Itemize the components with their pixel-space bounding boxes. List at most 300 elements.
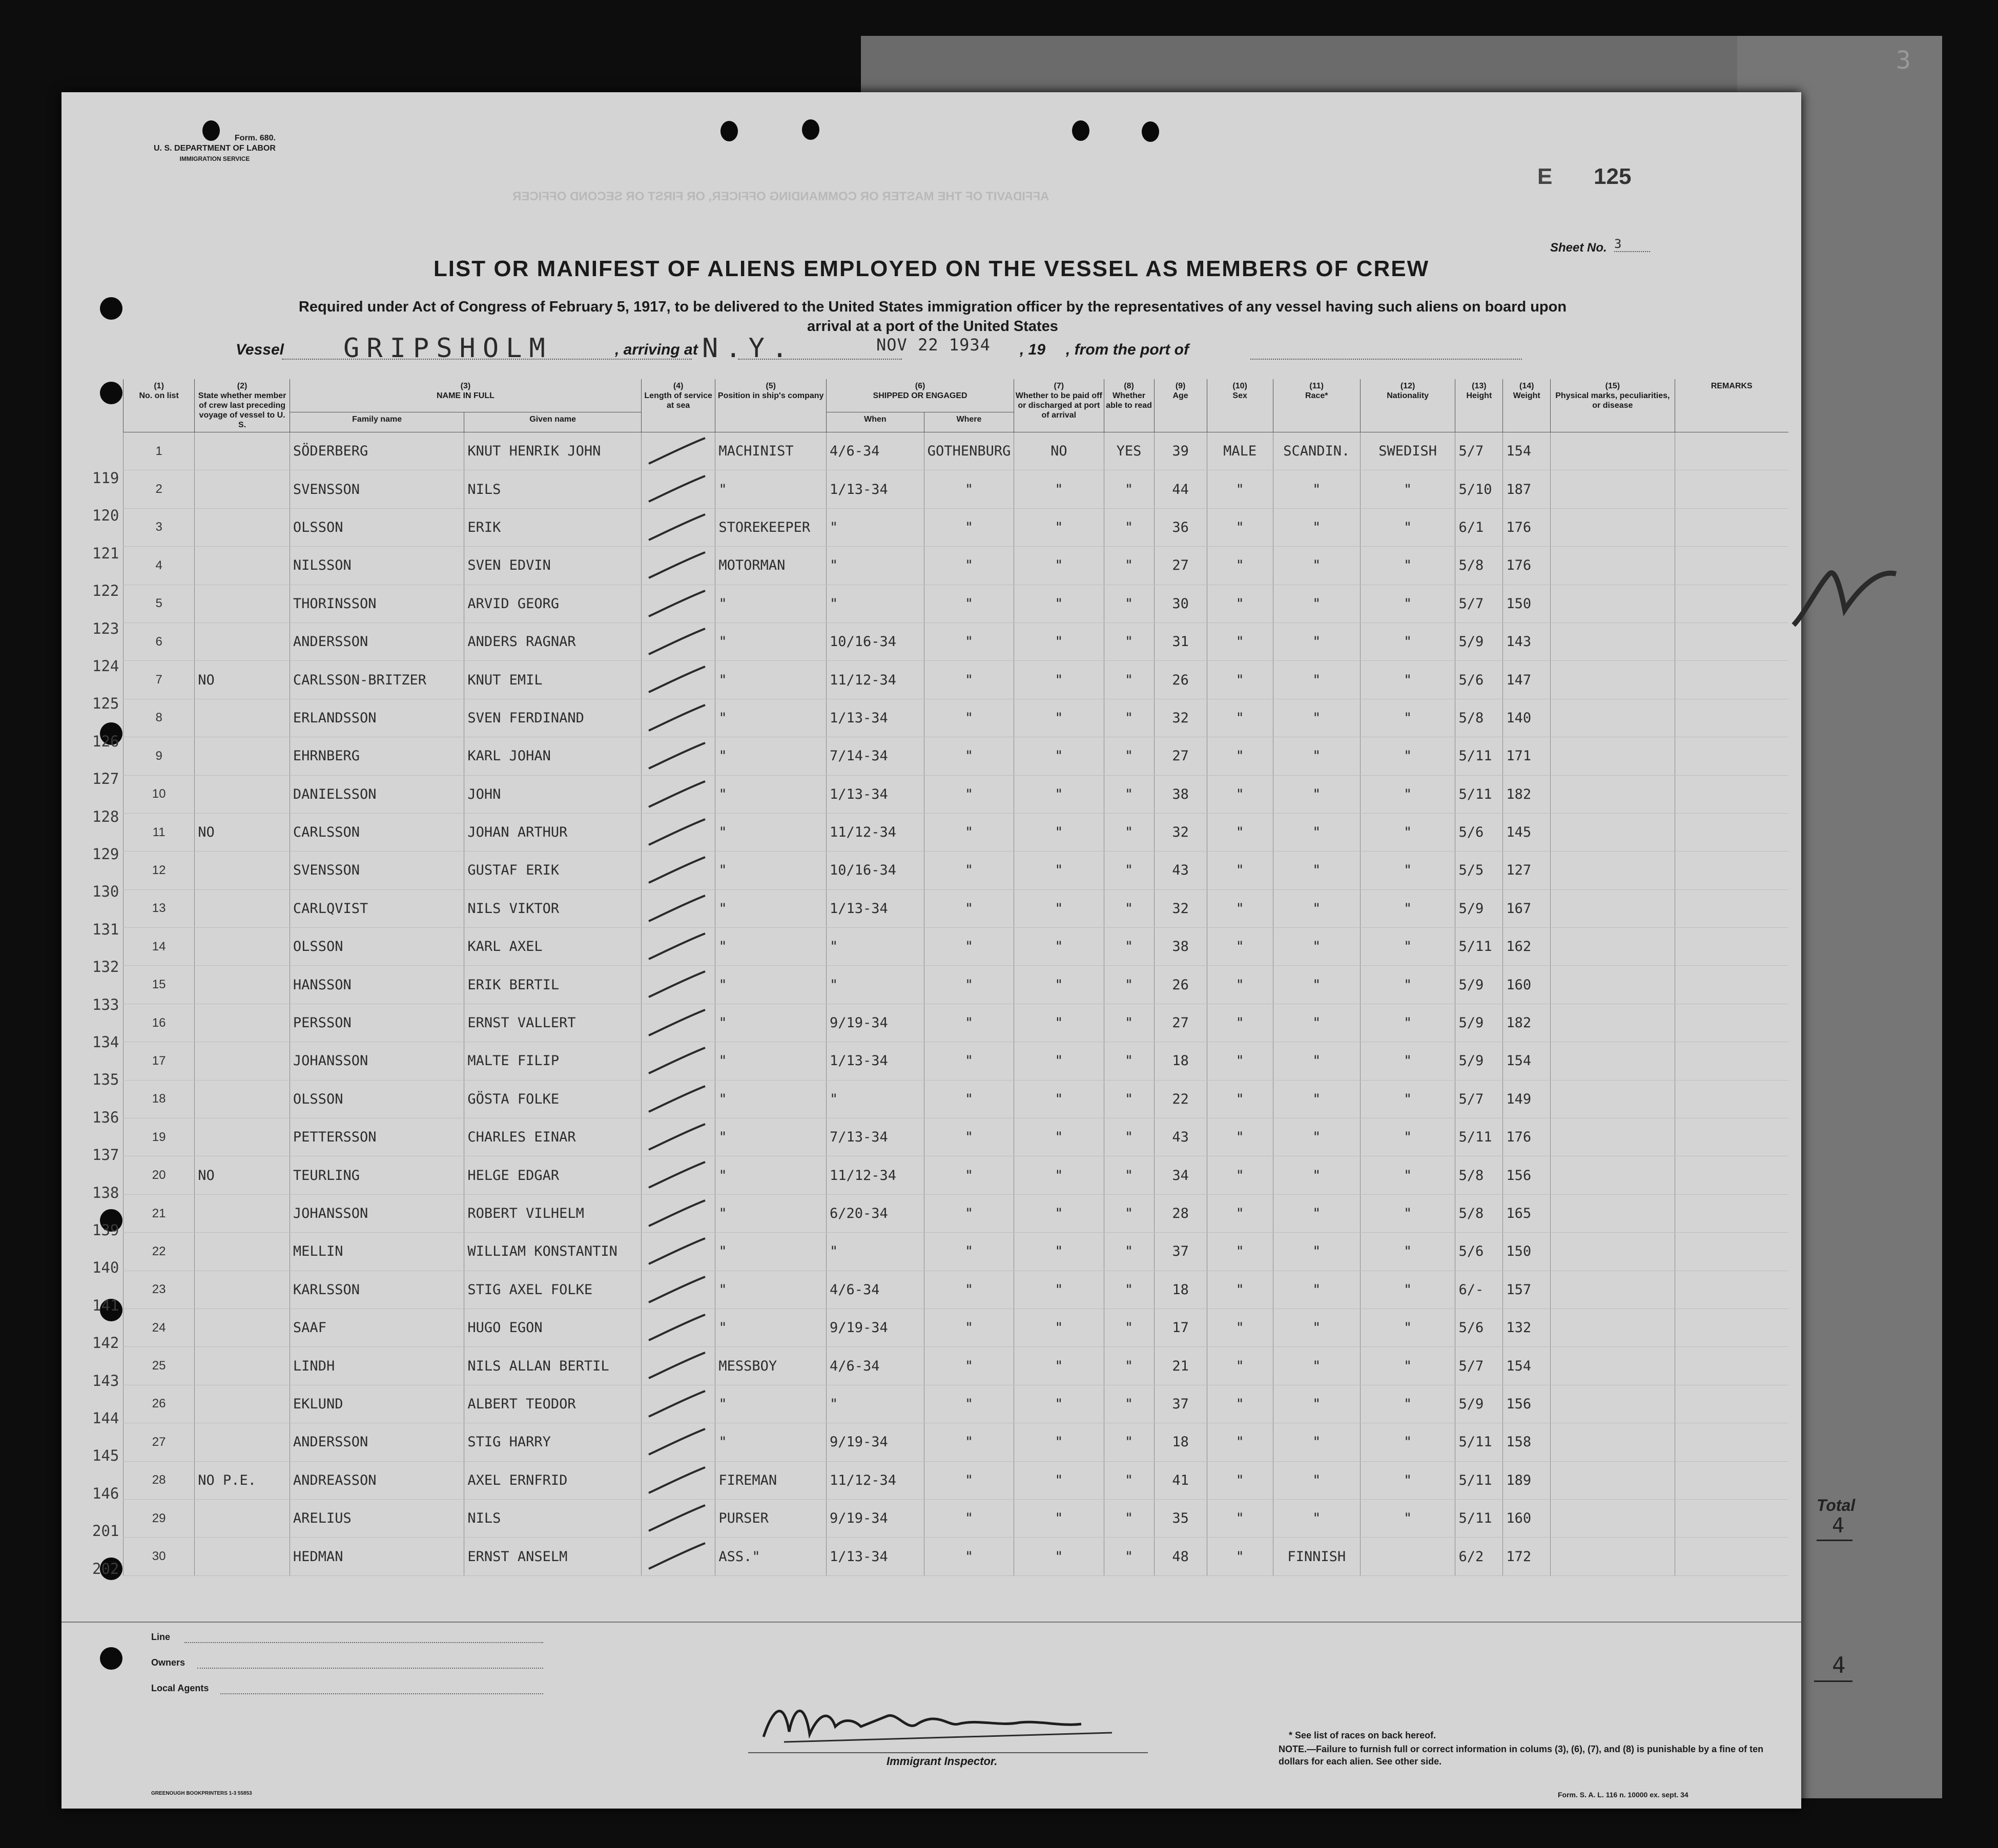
position: " bbox=[715, 813, 827, 851]
length-of-service-mark bbox=[641, 1347, 715, 1385]
family-name: CARLSSON-BRITZER bbox=[290, 661, 464, 699]
able-to-read: " bbox=[1104, 1538, 1154, 1575]
table-row bbox=[123, 1156, 1789, 1194]
age: 28 bbox=[1154, 1194, 1207, 1232]
remarks bbox=[1675, 966, 1788, 1004]
able-to-read: " bbox=[1104, 737, 1154, 775]
position: " bbox=[715, 928, 827, 966]
given-name: KARL JOHAN bbox=[464, 737, 642, 775]
row-code: 142 bbox=[92, 1334, 119, 1352]
remarks bbox=[1675, 1194, 1788, 1232]
no-on-list: 2 bbox=[123, 470, 195, 508]
position: " bbox=[715, 852, 827, 889]
no-on-list: 20 bbox=[123, 1156, 195, 1194]
given-name: KARL AXEL bbox=[464, 928, 642, 966]
nationality: " bbox=[1360, 1423, 1455, 1461]
able-to-read: " bbox=[1104, 508, 1154, 546]
length-of-service-mark bbox=[641, 889, 715, 927]
sex: " bbox=[1207, 737, 1273, 775]
length-of-service-mark bbox=[641, 1080, 715, 1118]
nationality: " bbox=[1360, 1156, 1455, 1194]
col-paid-off: (7) Whether to be paid off or discharged at port of arrival bbox=[1014, 379, 1104, 432]
remarks bbox=[1675, 547, 1788, 585]
shipped-where: GOTHENBURG bbox=[924, 432, 1014, 470]
position: " bbox=[715, 966, 827, 1004]
race: " bbox=[1273, 661, 1360, 699]
family-name: TEURLING bbox=[290, 1156, 464, 1194]
shipped-when: 9/19-34 bbox=[826, 1499, 924, 1537]
remarks bbox=[1675, 1042, 1788, 1080]
vessel-name: GRIPSHOLM bbox=[343, 333, 552, 364]
shipped-when: 4/6-34 bbox=[826, 1347, 924, 1385]
shipped-where: " bbox=[924, 1538, 1014, 1575]
age: 37 bbox=[1154, 1233, 1207, 1271]
paid-off: " bbox=[1014, 699, 1104, 737]
no-on-list: 22 bbox=[123, 1233, 195, 1271]
race: " bbox=[1273, 1004, 1360, 1042]
able-to-read: " bbox=[1104, 1156, 1154, 1194]
race: " bbox=[1273, 1271, 1360, 1309]
previous-voyage bbox=[195, 966, 290, 1004]
nationality: " bbox=[1360, 1309, 1455, 1346]
family-name: ERLANDSSON bbox=[290, 699, 464, 737]
given-name: MALTE FILIP bbox=[464, 1042, 642, 1080]
no-on-list: 23 bbox=[123, 1271, 195, 1309]
position: " bbox=[715, 1271, 827, 1309]
physical-marks bbox=[1551, 1080, 1675, 1118]
row-code: 136 bbox=[92, 1108, 119, 1126]
no-on-list: 9 bbox=[123, 737, 195, 775]
race: " bbox=[1273, 1194, 1360, 1232]
table-row bbox=[123, 1499, 1789, 1537]
able-to-read: " bbox=[1104, 1080, 1154, 1118]
remarks bbox=[1675, 699, 1788, 737]
col-nationality: (12) Nationality bbox=[1360, 379, 1455, 432]
remarks bbox=[1675, 1271, 1788, 1309]
nationality: " bbox=[1360, 1118, 1455, 1156]
shipped-where: " bbox=[924, 1042, 1014, 1080]
physical-marks bbox=[1551, 661, 1675, 699]
row-code: 143 bbox=[92, 1372, 119, 1389]
height: 5/9 bbox=[1455, 966, 1503, 1004]
weight: 154 bbox=[1503, 432, 1551, 470]
row-code: 130 bbox=[92, 883, 119, 901]
shipped-when: " bbox=[826, 1385, 924, 1423]
no-on-list: 24 bbox=[123, 1309, 195, 1346]
shipped-when: 11/12-34 bbox=[826, 661, 924, 699]
table-row bbox=[123, 1233, 1789, 1271]
no-on-list: 15 bbox=[123, 966, 195, 1004]
nationality: " bbox=[1360, 1080, 1455, 1118]
form-header bbox=[154, 133, 276, 164]
height: 5/9 bbox=[1455, 622, 1503, 660]
family-name: SÖDERBERG bbox=[290, 432, 464, 470]
nationality bbox=[1360, 1538, 1455, 1575]
family-name: THORINSSON bbox=[290, 585, 464, 622]
position: STOREKEEPER bbox=[715, 508, 827, 546]
length-of-service-mark bbox=[641, 966, 715, 1004]
previous-voyage: NO bbox=[195, 661, 290, 699]
weight: 145 bbox=[1503, 813, 1551, 851]
able-to-read: " bbox=[1104, 699, 1154, 737]
line-label: Line bbox=[151, 1632, 171, 1642]
no-on-list: 18 bbox=[123, 1080, 195, 1118]
weight: 158 bbox=[1503, 1423, 1551, 1461]
remarks bbox=[1675, 928, 1788, 966]
owners-label: Owners bbox=[151, 1657, 186, 1668]
no-on-list: 3 bbox=[123, 508, 195, 546]
height: 5/7 bbox=[1455, 1080, 1503, 1118]
family-name: LINDH bbox=[290, 1347, 464, 1385]
family-name: OLSSON bbox=[290, 928, 464, 966]
age: 27 bbox=[1154, 547, 1207, 585]
nationality: " bbox=[1360, 1271, 1455, 1309]
weight: 165 bbox=[1503, 1194, 1551, 1232]
shipped-where: " bbox=[924, 1499, 1014, 1537]
remarks bbox=[1675, 432, 1788, 470]
nationality: " bbox=[1360, 889, 1455, 927]
row-code: 128 bbox=[92, 807, 119, 825]
age: 39 bbox=[1154, 432, 1207, 470]
able-to-read: " bbox=[1104, 661, 1154, 699]
height: 5/6 bbox=[1455, 813, 1503, 851]
race: " bbox=[1273, 966, 1360, 1004]
paid-off: " bbox=[1014, 1271, 1104, 1309]
able-to-read: " bbox=[1104, 775, 1154, 813]
race: " bbox=[1273, 547, 1360, 585]
race: " bbox=[1273, 699, 1360, 737]
height: 5/9 bbox=[1455, 1385, 1503, 1423]
length-of-service-mark bbox=[641, 470, 715, 508]
position: " bbox=[715, 699, 827, 737]
corner-mark: 3 bbox=[1896, 46, 1911, 75]
previous-voyage bbox=[195, 1080, 290, 1118]
age: 30 bbox=[1154, 585, 1207, 622]
col-sex: (10) Sex bbox=[1207, 379, 1273, 432]
shipped-where: " bbox=[924, 775, 1014, 813]
no-on-list: 21 bbox=[123, 1194, 195, 1232]
row-code: 127 bbox=[92, 770, 119, 788]
race: " bbox=[1273, 622, 1360, 660]
previous-voyage bbox=[195, 852, 290, 889]
weight: 156 bbox=[1503, 1385, 1551, 1423]
table-row bbox=[123, 699, 1789, 737]
table-row bbox=[123, 1461, 1789, 1499]
age: 43 bbox=[1154, 852, 1207, 889]
year-label: , 19 bbox=[1020, 341, 1046, 358]
able-to-read: " bbox=[1104, 622, 1154, 660]
weight: 132 bbox=[1503, 1309, 1551, 1346]
race: SCANDIN. bbox=[1273, 432, 1360, 470]
shipped-where: " bbox=[924, 1004, 1014, 1042]
row-code: 124 bbox=[92, 657, 119, 675]
shipped-where: " bbox=[924, 585, 1014, 622]
paid-off: " bbox=[1014, 1118, 1104, 1156]
height: 5/8 bbox=[1455, 1156, 1503, 1194]
previous-voyage bbox=[195, 1423, 290, 1461]
paid-off: " bbox=[1014, 1156, 1104, 1194]
punch-hole bbox=[720, 121, 738, 141]
length-of-service-mark bbox=[641, 622, 715, 660]
crew-rows bbox=[123, 432, 1789, 1576]
previous-voyage bbox=[195, 775, 290, 813]
physical-marks bbox=[1551, 966, 1675, 1004]
given-name: STIG AXEL FOLKE bbox=[464, 1271, 642, 1309]
height: 6/2 bbox=[1455, 1538, 1503, 1575]
previous-voyage bbox=[195, 1042, 290, 1080]
weight: 154 bbox=[1503, 1042, 1551, 1080]
sex: " bbox=[1207, 547, 1273, 585]
total-value: 4 bbox=[1832, 1514, 1845, 1538]
position: " bbox=[715, 470, 827, 508]
sex: " bbox=[1207, 622, 1273, 660]
nationality: " bbox=[1360, 1233, 1455, 1271]
sex: " bbox=[1207, 1461, 1273, 1499]
weight: 182 bbox=[1503, 1004, 1551, 1042]
paid-off: " bbox=[1014, 1423, 1104, 1461]
shipped-where: " bbox=[924, 1194, 1014, 1232]
table-row bbox=[123, 966, 1789, 1004]
physical-marks bbox=[1551, 1385, 1675, 1423]
remarks bbox=[1675, 622, 1788, 660]
given-name: WILLIAM KONSTANTIN bbox=[464, 1233, 642, 1271]
given-name: JOHN bbox=[464, 775, 642, 813]
family-name: ANDREASSON bbox=[290, 1461, 464, 1499]
age: 26 bbox=[1154, 966, 1207, 1004]
height: 5/10 bbox=[1455, 470, 1503, 508]
race: " bbox=[1273, 1461, 1360, 1499]
table-row bbox=[123, 1271, 1789, 1309]
row-code: 201 bbox=[92, 1522, 119, 1540]
shipped-where: " bbox=[924, 1233, 1014, 1271]
no-on-list: 5 bbox=[123, 585, 195, 622]
race: " bbox=[1273, 889, 1360, 927]
table-row bbox=[123, 889, 1789, 927]
shipped-when: 1/13-34 bbox=[826, 1042, 924, 1080]
nationality: " bbox=[1360, 813, 1455, 851]
height: 5/11 bbox=[1455, 928, 1503, 966]
shipped-when: 9/19-34 bbox=[826, 1309, 924, 1346]
from-port-underline bbox=[1250, 359, 1522, 360]
weight: 140 bbox=[1503, 699, 1551, 737]
weight: 150 bbox=[1503, 1233, 1551, 1271]
shipped-when: " bbox=[826, 966, 924, 1004]
position: " bbox=[715, 1156, 827, 1194]
shipped-where: " bbox=[924, 1423, 1014, 1461]
physical-marks bbox=[1551, 470, 1675, 508]
physical-marks bbox=[1551, 547, 1675, 585]
family-name: NILSSON bbox=[290, 547, 464, 585]
paid-off: " bbox=[1014, 1309, 1104, 1346]
position: " bbox=[715, 585, 827, 622]
shipped-when: 1/13-34 bbox=[826, 470, 924, 508]
form-code: Form. S. A. L. 116 n. 10000 ex. sept. 34 bbox=[1558, 1791, 1688, 1799]
table-row bbox=[123, 852, 1789, 889]
physical-marks bbox=[1551, 1499, 1675, 1537]
col-remarks: REMARKS bbox=[1675, 379, 1788, 432]
given-name: NILS bbox=[464, 1499, 642, 1537]
weight: 160 bbox=[1503, 1499, 1551, 1537]
shipped-where: " bbox=[924, 1461, 1014, 1499]
remarks bbox=[1675, 1233, 1788, 1271]
nationality: " bbox=[1360, 852, 1455, 889]
col-position: (5) Position in ship's company bbox=[715, 379, 827, 432]
physical-marks bbox=[1551, 1042, 1675, 1080]
physical-marks bbox=[1551, 1233, 1675, 1271]
previous-voyage bbox=[195, 1499, 290, 1537]
sex: " bbox=[1207, 775, 1273, 813]
service-name: IMMIGRATION SERVICE bbox=[179, 155, 250, 162]
able-to-read: " bbox=[1104, 1042, 1154, 1080]
paid-off: " bbox=[1014, 1004, 1104, 1042]
nationality: " bbox=[1360, 661, 1455, 699]
paid-off: " bbox=[1014, 1347, 1104, 1385]
race: " bbox=[1273, 1080, 1360, 1118]
weight: 167 bbox=[1503, 889, 1551, 927]
given-name: ERIK BERTIL bbox=[464, 966, 642, 1004]
shipped-where: " bbox=[924, 508, 1014, 546]
sex: " bbox=[1207, 1233, 1273, 1271]
shipped-when: 1/13-34 bbox=[826, 889, 924, 927]
shipped-when: 10/16-34 bbox=[826, 622, 924, 660]
previous-voyage bbox=[195, 508, 290, 546]
height: 5/7 bbox=[1455, 1347, 1503, 1385]
col-given-name: Given name bbox=[464, 412, 642, 432]
shipped-where: " bbox=[924, 928, 1014, 966]
shipped-where: " bbox=[924, 1080, 1014, 1118]
table-row bbox=[123, 470, 1789, 508]
able-to-read: " bbox=[1104, 1461, 1154, 1499]
col-length-of-service: (4) Length of service at sea bbox=[641, 379, 715, 432]
family-name: OLSSON bbox=[290, 508, 464, 546]
inspector-signature bbox=[753, 1696, 1143, 1752]
sex: " bbox=[1207, 852, 1273, 889]
able-to-read: " bbox=[1104, 1347, 1154, 1385]
previous-voyage: NO bbox=[195, 813, 290, 851]
sex: " bbox=[1207, 1042, 1273, 1080]
given-name: NILS bbox=[464, 470, 642, 508]
col-able-to-read: (8) Whether able to read bbox=[1104, 379, 1154, 432]
department-name: U. S. DEPARTMENT OF LABOR bbox=[154, 144, 276, 153]
paid-off: " bbox=[1014, 1461, 1104, 1499]
shipped-when: " bbox=[826, 547, 924, 585]
shipped-when: 11/12-34 bbox=[826, 813, 924, 851]
family-name: ARELIUS bbox=[290, 1499, 464, 1537]
shipped-when: 6/20-34 bbox=[826, 1194, 924, 1232]
punch-hole bbox=[100, 297, 122, 320]
nationality: " bbox=[1360, 737, 1455, 775]
length-of-service-mark bbox=[641, 1309, 715, 1346]
sex: " bbox=[1207, 1118, 1273, 1156]
given-name: ARVID GEORG bbox=[464, 585, 642, 622]
paid-off: " bbox=[1014, 622, 1104, 660]
paid-off: " bbox=[1014, 928, 1104, 966]
row-code: 146 bbox=[92, 1484, 119, 1502]
no-on-list: 10 bbox=[123, 775, 195, 813]
punch-hole bbox=[1072, 120, 1089, 141]
shipped-when: 1/13-34 bbox=[826, 775, 924, 813]
sex: " bbox=[1207, 1194, 1273, 1232]
page-title: LIST OR MANIFEST OF ALIENS EMPLOYED ON THE VESSEL AS MEMBERS OF CREW bbox=[433, 256, 1430, 281]
row-code: 129 bbox=[92, 845, 119, 863]
table-row bbox=[123, 1004, 1789, 1042]
family-name: KARLSSON bbox=[290, 1271, 464, 1309]
length-of-service-mark bbox=[641, 1118, 715, 1156]
no-on-list: 16 bbox=[123, 1004, 195, 1042]
paid-off: " bbox=[1014, 547, 1104, 585]
shipped-when: 9/19-34 bbox=[826, 1004, 924, 1042]
age: 26 bbox=[1154, 661, 1207, 699]
family-name: SAAF bbox=[290, 1309, 464, 1346]
given-name: NILS ALLAN BERTIL bbox=[464, 1347, 642, 1385]
position: MESSBOY bbox=[715, 1347, 827, 1385]
row-code: 119 bbox=[92, 469, 119, 487]
length-of-service-mark bbox=[641, 547, 715, 585]
no-on-list: 6 bbox=[123, 622, 195, 660]
table-row bbox=[123, 928, 1789, 966]
able-to-read: YES bbox=[1104, 432, 1154, 470]
page-number: 125 bbox=[1594, 164, 1632, 189]
height: 5/8 bbox=[1455, 1194, 1503, 1232]
able-to-read: " bbox=[1104, 470, 1154, 508]
lower-margin-mark: 4 bbox=[1832, 1652, 1846, 1678]
sex: " bbox=[1207, 1080, 1273, 1118]
sex: " bbox=[1207, 1423, 1273, 1461]
given-name: GÖSTA FOLKE bbox=[464, 1080, 642, 1118]
table-row bbox=[123, 1309, 1789, 1346]
length-of-service-mark bbox=[641, 1461, 715, 1499]
position: " bbox=[715, 622, 827, 660]
row-code: 126 bbox=[92, 732, 119, 750]
remarks bbox=[1675, 775, 1788, 813]
height: 5/5 bbox=[1455, 852, 1503, 889]
previous-voyage bbox=[195, 622, 290, 660]
no-on-list: 28 bbox=[123, 1461, 195, 1499]
shipped-when: " bbox=[826, 1233, 924, 1271]
col-height: (13) Height bbox=[1455, 379, 1503, 432]
row-code: 135 bbox=[92, 1071, 119, 1089]
height: 5/9 bbox=[1455, 1042, 1503, 1080]
weight: 156 bbox=[1503, 1156, 1551, 1194]
length-of-service-mark bbox=[641, 813, 715, 851]
race: " bbox=[1273, 1499, 1360, 1537]
race: " bbox=[1273, 1309, 1360, 1346]
family-name: PERSSON bbox=[290, 1004, 464, 1042]
no-on-list: 17 bbox=[123, 1042, 195, 1080]
family-name: JOHANSSON bbox=[290, 1042, 464, 1080]
sex: " bbox=[1207, 1499, 1273, 1537]
remarks bbox=[1675, 889, 1788, 927]
remarks bbox=[1675, 1156, 1788, 1194]
table-row bbox=[123, 1347, 1789, 1385]
shipped-where: " bbox=[924, 1271, 1014, 1309]
no-on-list: 4 bbox=[123, 547, 195, 585]
weight: 172 bbox=[1503, 1538, 1551, 1575]
row-code: 131 bbox=[92, 920, 119, 938]
no-on-list: 11 bbox=[123, 813, 195, 851]
paid-off: " bbox=[1014, 737, 1104, 775]
height: 5/8 bbox=[1455, 547, 1503, 585]
previous-voyage bbox=[195, 1118, 290, 1156]
given-name: CHARLES EINAR bbox=[464, 1118, 642, 1156]
table-row bbox=[123, 1385, 1789, 1423]
height: 5/7 bbox=[1455, 585, 1503, 622]
shipped-where: " bbox=[924, 1156, 1014, 1194]
shipped-when: " bbox=[826, 585, 924, 622]
position: " bbox=[715, 1004, 827, 1042]
height: 5/11 bbox=[1455, 775, 1503, 813]
weight: 171 bbox=[1503, 737, 1551, 775]
